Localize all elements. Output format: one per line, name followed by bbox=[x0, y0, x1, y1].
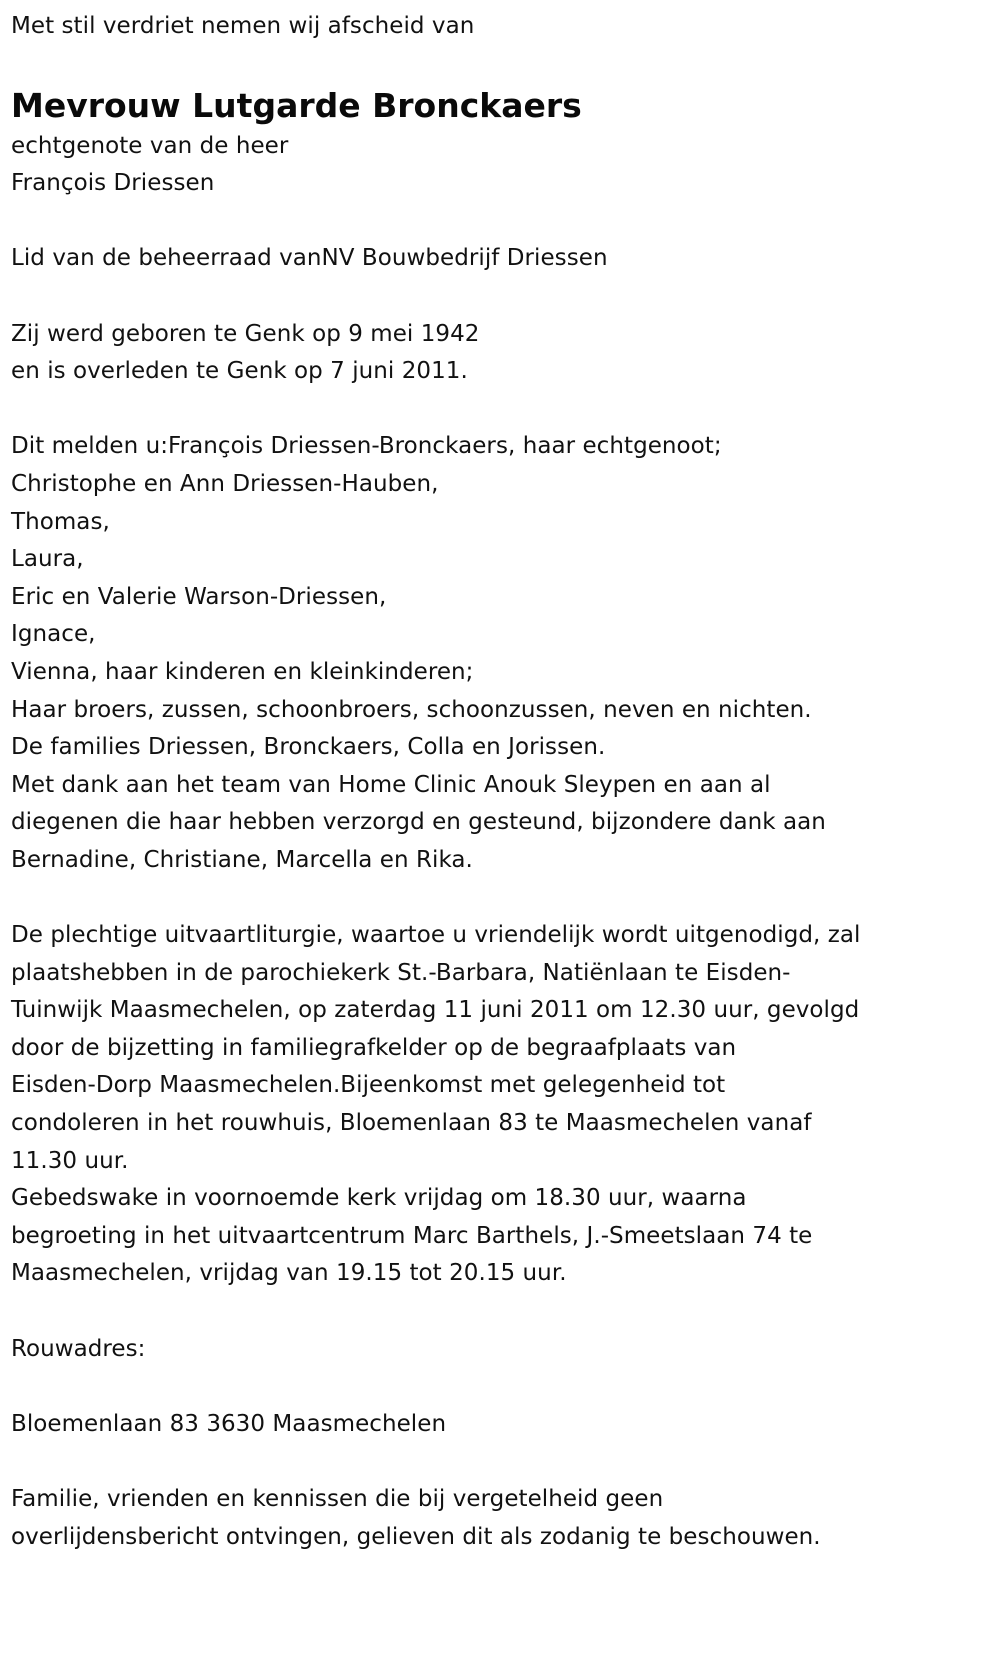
death-line: en is overleden te Genk op 7 juni 2011. bbox=[11, 358, 468, 385]
family-line: Dit melden u:François Driessen-Bronckaers, haar echtgenoot; bbox=[11, 433, 722, 460]
family-line: Christophe en Ann Driessen-Hauben, bbox=[11, 470, 439, 497]
family-line: Thomas, bbox=[11, 508, 110, 535]
family-line: Ignace, bbox=[11, 621, 96, 648]
family-line: Met dank aan het team van Home Clinic Anouk Sleypen en aan al bbox=[11, 771, 771, 798]
funeral-line: De plechtige uitvaartliturgie, waartoe u vriendelijk wordt uitgenodigd, zal bbox=[11, 922, 861, 949]
family-line: De families Driessen, Bronckaers, Colla en Jorissen. bbox=[11, 734, 606, 761]
spacer bbox=[11, 278, 1000, 316]
funeral-line: begroeting in het uitvaartcentrum Marc Barthels, J.-Smeetslaan 74 te bbox=[11, 1222, 813, 1249]
closing-line: overlijdensbericht ontvingen, gelieven dit als zodanig te beschouwen. bbox=[11, 1523, 821, 1550]
family-line: Vienna, haar kinderen en kleinkinderen; bbox=[11, 658, 474, 685]
family-line: Haar broers, zussen, schoonbroers, schoonzussen, neven en nichten. bbox=[11, 696, 812, 723]
family-line: Bernadine, Christiane, Marcella en Rika. bbox=[11, 846, 473, 873]
life-dates-block bbox=[11, 316, 1000, 391]
birth-line: Zij werd geboren te Genk op 9 mei 1942 bbox=[11, 320, 480, 347]
funeral-line: condoleren in het rouwhuis, Bloemenlaan 83 te Maasmechelen vanaf bbox=[11, 1110, 812, 1137]
role-text: Lid van de beheerraad vanNV Bouwbedrijf Driessen bbox=[11, 245, 608, 272]
funeral-line: Maasmechelen, vrijdag van 19.15 tot 20.15 uur. bbox=[11, 1260, 567, 1287]
spacer bbox=[11, 1443, 1000, 1481]
funeral-line: 11.30 uur. bbox=[11, 1147, 129, 1174]
family-block bbox=[11, 428, 1000, 879]
family-line: diegenen die haar hebben verzorgd en gesteund, bijzondere dank aan bbox=[11, 809, 826, 836]
address-label: Rouwadres: bbox=[11, 1335, 146, 1362]
spouse-line: echtgenote van de heer bbox=[11, 132, 289, 159]
intro-text: Met stil verdriet nemen wij afscheid van bbox=[11, 13, 475, 39]
mourning-address: Bloemenlaan 83 3630 Maasmechelen bbox=[11, 1410, 447, 1437]
family-line: Laura, bbox=[11, 546, 84, 573]
spacer bbox=[11, 203, 1000, 241]
funeral-line: Eisden-Dorp Maasmechelen.Bijeenkomst met gelegenheid tot bbox=[11, 1072, 726, 1099]
spouse-line: François Driessen bbox=[11, 170, 215, 197]
funeral-line: Gebedswake in voornoemde kerk vrijdag om 18.30 uur, waarna bbox=[11, 1185, 747, 1212]
family-line: Eric en Valerie Warson-Driessen, bbox=[11, 583, 387, 610]
closing-line: Familie, vrienden en kennissen die bij vergetelheid geen bbox=[11, 1485, 664, 1512]
spacer bbox=[11, 391, 1000, 429]
funeral-line: Tuinwijk Maasmechelen, op zaterdag 11 juni 2011 om 12.30 uur, gevolgd bbox=[11, 997, 860, 1024]
spacer bbox=[11, 879, 1000, 917]
funeral-line: plaatshebben in de parochiekerk St.-Barbara, Natiënlaan te Eisden- bbox=[11, 959, 791, 986]
closing-block bbox=[11, 1481, 1000, 1556]
spouse-block bbox=[11, 128, 1000, 203]
spacer bbox=[11, 1293, 1000, 1331]
funeral-details-block bbox=[11, 917, 1000, 1293]
deceased-name-heading: Mevrouw Lutgarde Bronckaers bbox=[11, 85, 582, 125]
funeral-line: door de bijzetting in familiegrafkelder op de begraafplaats van bbox=[11, 1034, 737, 1061]
spacer bbox=[11, 1368, 1000, 1406]
